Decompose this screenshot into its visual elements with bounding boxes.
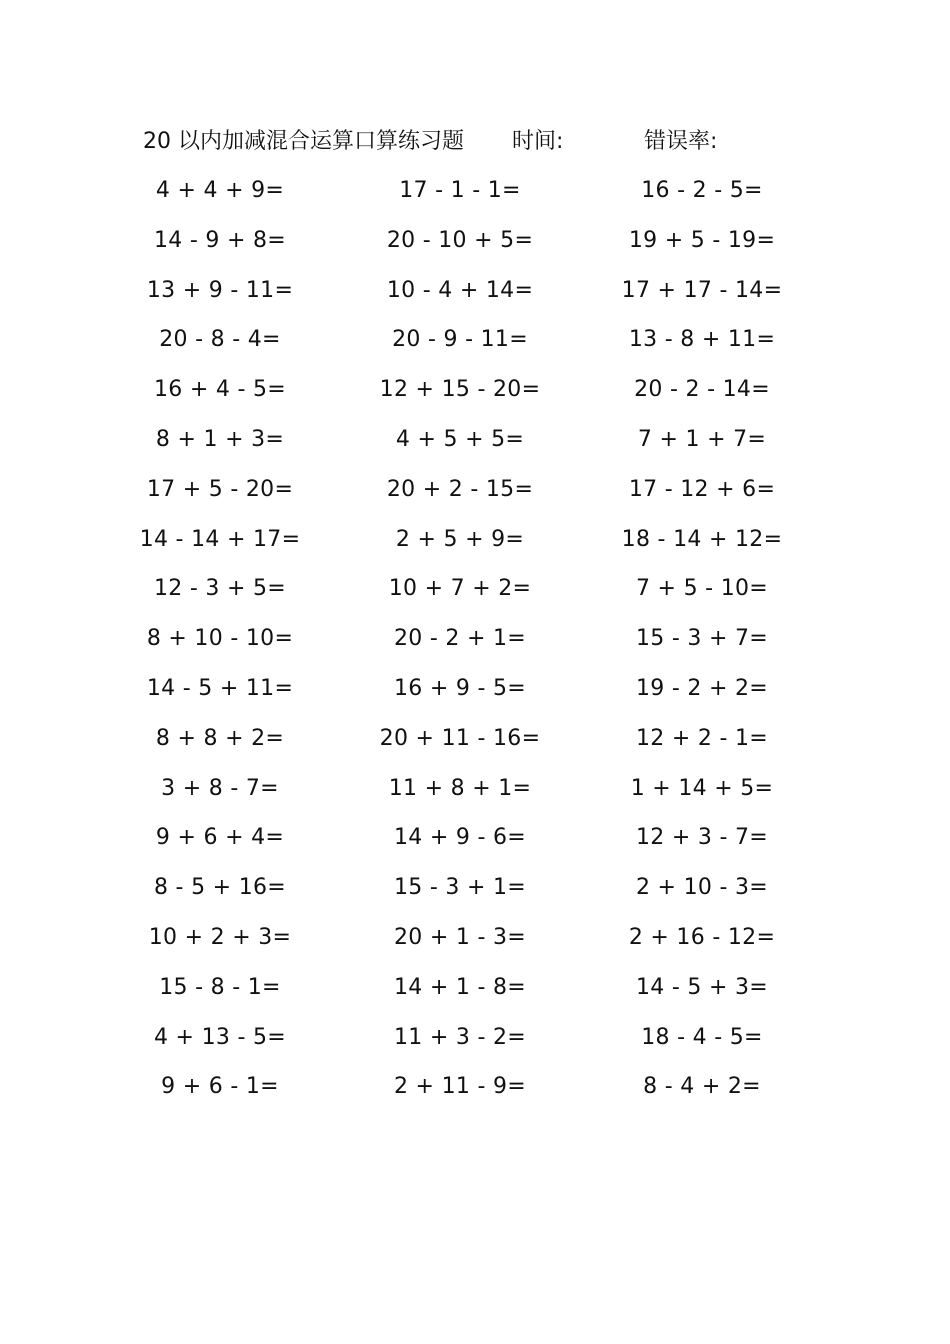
problem-row — [100, 271, 840, 321]
math-problem: 20 + 11 - 16= — [379, 725, 541, 751]
math-problem: 18 - 14 + 12= — [621, 526, 783, 552]
worksheet-title: 20 以内加减混合运算口算练习题 — [143, 129, 464, 154]
problem-row — [100, 818, 840, 868]
math-problem: 17 - 1 - 1= — [399, 178, 521, 203]
math-problem: 19 + 5 - 19= — [628, 227, 776, 253]
math-problem: 16 + 9 - 5= — [393, 675, 527, 701]
math-problem: 10 - 4 + 14= — [386, 277, 534, 303]
problem-row — [100, 669, 840, 719]
problem-row — [100, 619, 840, 669]
math-problem: 8 - 4 + 2= — [643, 1074, 761, 1100]
math-problem: 17 + 17 - 14= — [621, 277, 783, 303]
problem-row — [100, 968, 840, 1018]
math-problem: 7 + 5 - 10= — [635, 576, 769, 602]
math-problem: 15 - 8 - 1= — [159, 974, 281, 1000]
math-problem: 13 + 9 - 11= — [146, 277, 294, 303]
math-problem: 20 - 2 + 1= — [393, 626, 527, 652]
problem-row — [100, 420, 840, 470]
math-problem: 12 + 15 - 20= — [379, 377, 541, 403]
math-problem: 20 - 2 - 14= — [634, 377, 770, 403]
math-problem: 15 - 3 + 7= — [635, 626, 769, 652]
math-problem: 18 - 4 - 5= — [641, 1024, 763, 1050]
problem-row — [100, 520, 840, 570]
problem-row — [100, 171, 840, 221]
problem-row — [100, 918, 840, 968]
math-problem: 14 - 9 + 8= — [153, 227, 287, 253]
math-problem: 2 + 5 + 9= — [395, 526, 525, 552]
math-problem: 11 + 3 - 2= — [393, 1024, 527, 1050]
math-problem: 9 + 6 - 1= — [161, 1074, 279, 1100]
math-problem: 20 - 8 - 4= — [159, 327, 281, 353]
math-problem: 2 + 10 - 3= — [635, 875, 769, 901]
problem-row — [100, 719, 840, 769]
problem-row — [100, 370, 840, 420]
math-problem: 20 + 1 - 3= — [393, 924, 527, 950]
math-problem: 14 - 5 + 11= — [146, 675, 294, 701]
problem-row — [100, 320, 840, 370]
math-problem: 11 + 8 + 1= — [388, 775, 532, 801]
math-problem: 16 - 2 - 5= — [641, 178, 763, 203]
math-problem: 8 - 5 + 16= — [153, 875, 287, 901]
math-problem: 15 - 3 + 1= — [393, 875, 527, 901]
problem-row — [100, 769, 840, 819]
math-problem: 2 + 11 - 9= — [393, 1074, 527, 1100]
time-label: 时间: — [512, 129, 564, 154]
math-problem: 4 + 5 + 5= — [395, 426, 525, 452]
math-problem: 20 - 9 - 11= — [392, 327, 528, 353]
math-problem: 19 - 2 + 2= — [635, 675, 769, 701]
math-problem: 3 + 8 - 7= — [161, 775, 279, 801]
math-problem: 12 - 3 + 5= — [153, 576, 287, 602]
error-rate-label: 错误率: — [644, 129, 718, 154]
math-problem: 20 + 2 - 15= — [386, 476, 534, 502]
math-problem: 8 + 10 - 10= — [146, 626, 294, 652]
math-problem: 14 + 9 - 6= — [393, 825, 527, 851]
math-problem: 10 + 2 + 3= — [148, 924, 292, 950]
math-problem: 20 - 10 + 5= — [386, 227, 534, 253]
math-problem: 12 + 3 - 7= — [635, 825, 769, 851]
math-problem: 14 - 5 + 3= — [635, 974, 769, 1000]
problem-row — [100, 1067, 840, 1117]
math-problem: 16 + 4 - 5= — [153, 377, 287, 403]
math-problem: 17 - 12 + 6= — [628, 476, 776, 502]
problem-grid — [100, 171, 840, 1117]
math-problem: 2 + 16 - 12= — [628, 924, 776, 950]
problem-row — [100, 569, 840, 619]
problem-row — [100, 868, 840, 918]
math-problem: 12 + 2 - 1= — [635, 725, 769, 751]
problem-row — [100, 221, 840, 271]
math-problem: 4 + 4 + 9= — [155, 178, 285, 203]
math-problem: 17 + 5 - 20= — [146, 476, 294, 502]
math-problem: 10 + 7 + 2= — [388, 576, 532, 602]
math-problem: 4 + 13 - 5= — [153, 1024, 287, 1050]
math-problem: 13 - 8 + 11= — [628, 327, 776, 353]
math-problem: 14 + 1 - 8= — [393, 974, 527, 1000]
math-problem: 7 + 1 + 7= — [637, 426, 767, 452]
math-problem: 8 + 1 + 3= — [155, 426, 285, 452]
problem-row — [100, 1018, 840, 1068]
math-problem: 9 + 6 + 4= — [155, 825, 285, 851]
math-problem: 14 - 14 + 17= — [139, 526, 301, 552]
problem-row — [100, 470, 840, 520]
math-problem: 8 + 8 + 2= — [155, 725, 285, 751]
math-problem: 1 + 14 + 5= — [630, 775, 774, 801]
